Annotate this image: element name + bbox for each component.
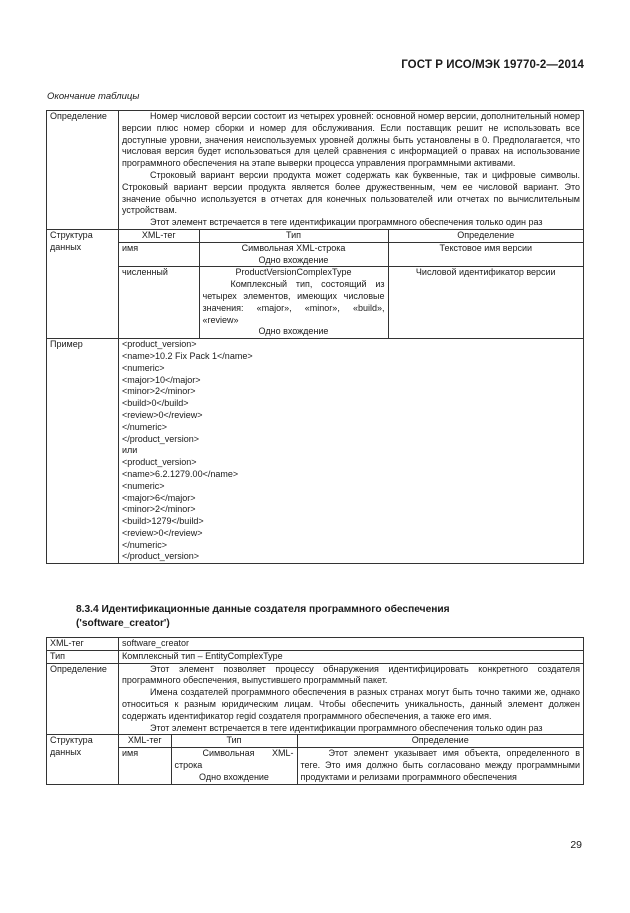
code-line: <name>10.2 Fix Pack 1</name> <box>122 350 253 361</box>
row-type-description: Комплексный тип, состоящий из четырех элементов, имеющих числовые значения: «major», «minor», «build», «review» <box>202 279 385 325</box>
subtable-header <box>119 230 583 242</box>
code-line: </numeric> <box>122 421 168 432</box>
code-line: <minor>2</minor> <box>122 386 196 397</box>
row-type-name: Символьная XML-строка <box>241 242 346 253</box>
structure-row <box>47 229 584 338</box>
type-label: Тип <box>47 650 119 663</box>
structure-cell <box>119 735 584 784</box>
code-line: </product_version> <box>122 433 200 444</box>
code-line: <build>0</build> <box>122 398 189 409</box>
creator-table <box>46 637 584 785</box>
code-line: <product_version> <box>122 457 197 468</box>
structure-subtable <box>119 735 583 783</box>
code-line: <product_version> <box>122 339 197 350</box>
code-line: <major>10</major> <box>122 374 201 385</box>
row-tag: имя <box>119 242 199 267</box>
row-occurrence: Одно вхождение <box>258 254 329 265</box>
row-occurrence: Одно вхождение <box>199 771 269 782</box>
example-label: Пример <box>47 339 119 564</box>
structure-label: Структура данных <box>47 229 119 338</box>
subtable-header <box>119 735 583 747</box>
code-line: </numeric> <box>122 539 168 550</box>
table-row <box>119 242 583 267</box>
row-type-name: ProductVersionComplexType <box>235 267 352 278</box>
structure-subtable <box>119 230 583 338</box>
structure-cell <box>119 229 584 338</box>
type-value: Комплексный тип – EntityComplexType <box>119 650 584 663</box>
definition-label: Определение <box>47 111 119 230</box>
definition-cell <box>119 111 584 230</box>
code-line: <build>1279</build> <box>122 516 204 527</box>
row-definition: Этот элемент указывает имя объекта, определенного в теге. Это имя должно быть согласовано между программными продуктами и релизами программного обеспечения <box>297 748 583 784</box>
code-line: <review>0</review> <box>122 527 203 538</box>
definition-paragraph: Имена создателей программного обеспечения в разных странах могут быть точно такими же, однако относиться к разным юридическим лицам. Чтобы обеспечить уникальность, данный элемент должен содержать идентификатор regid создателя программного обеспечения, а также его имя. <box>122 687 580 721</box>
structure-label: Структура данных <box>47 735 119 784</box>
section-heading-line: 8.3.4 Идентификационные данные создателя программного обеспечения <box>76 604 450 615</box>
definition-paragraph: Этот элемент встречается в теге идентификации программного обеспечения только один раз <box>150 217 543 228</box>
col-header-type: Тип <box>171 735 297 747</box>
version-table <box>46 110 584 564</box>
col-header-definition: Определение <box>297 735 583 747</box>
xml-tag-label: XML-тег <box>47 638 119 651</box>
table-row <box>119 267 583 338</box>
example-code <box>119 339 584 564</box>
table-row <box>119 748 583 784</box>
definition-cell <box>119 663 584 735</box>
row-tag: численный <box>119 267 199 338</box>
page-number: 29 <box>570 839 582 851</box>
code-line: <major>6</major> <box>122 492 196 503</box>
section-heading-line: ('software_creator') <box>76 618 170 629</box>
type-row <box>47 650 584 663</box>
xml-tag-value: software_creator <box>119 638 584 651</box>
section-heading <box>76 603 556 631</box>
code-line: <name>6.2.1279.00</name> <box>122 468 239 479</box>
row-tag: имя <box>119 748 171 784</box>
row-definition: Числовой идентификатор версии <box>388 267 583 338</box>
xml-tag-row <box>47 638 584 651</box>
definition-paragraph: Номер числовой версии состоит из четырех уровней: основной номер версии, дополнительный номер версии плюс номер сборки и номер для обслуживания. Если поставщик решит не использовать все доступные уровни, значения неиспользуемых уровней должны быть установлены в 0. Предполагается, что числовая версия будет использоваться для целей сравнения с информацией о правах на использование программного обеспечения на этапе выверки процесса управления программными активами. <box>122 111 580 169</box>
row-type <box>199 267 388 338</box>
code-line: <review>0</review> <box>122 409 203 420</box>
code-line: <numeric> <box>122 362 165 373</box>
code-line: или <box>122 445 138 456</box>
code-line: <numeric> <box>122 480 165 491</box>
definition-label: Определение <box>47 663 119 735</box>
row-definition: Текстовое имя версии <box>388 242 583 267</box>
row-type-name: Символьная XML-строка <box>174 748 294 770</box>
definition-paragraph: Этот элемент позволяет процессу обнаружения идентифицировать конкретного создателя программного обеспечения, выпустившего программный пакет. <box>122 663 580 686</box>
structure-row <box>47 735 584 784</box>
col-header-tag: XML-тег <box>127 735 162 746</box>
continuation-label: Окончание таблицы <box>47 91 140 102</box>
definition-paragraph: Строковый вариант версии продукта может содержать как буквенные, так и цифровые символы. Строковый вариант версии продукта является более дружественным, чем ее числовой вариант. Это значение обычно используется в отчетах для конечных пользователей или отчетах по вычислительным устройствам. <box>122 169 580 216</box>
col-header-tag: XML-тег <box>141 229 176 240</box>
definition-row <box>47 111 584 230</box>
row-occurrence: Одно вхождение <box>258 326 329 337</box>
example-row <box>47 339 584 564</box>
row-type <box>171 748 297 784</box>
code-line: </product_version> <box>122 551 200 562</box>
col-header-definition: Определение <box>388 230 583 242</box>
standard-header: ГОСТ Р ИСО/МЭК 19770-2—2014 <box>401 59 584 71</box>
definition-row <box>47 663 584 735</box>
code-line: <minor>2</minor> <box>122 504 196 515</box>
col-header-type: Тип <box>199 230 388 242</box>
row-type <box>199 242 388 267</box>
definition-paragraph: Этот элемент встречается в теге идентификации программного обеспечения только один раз <box>150 722 543 733</box>
